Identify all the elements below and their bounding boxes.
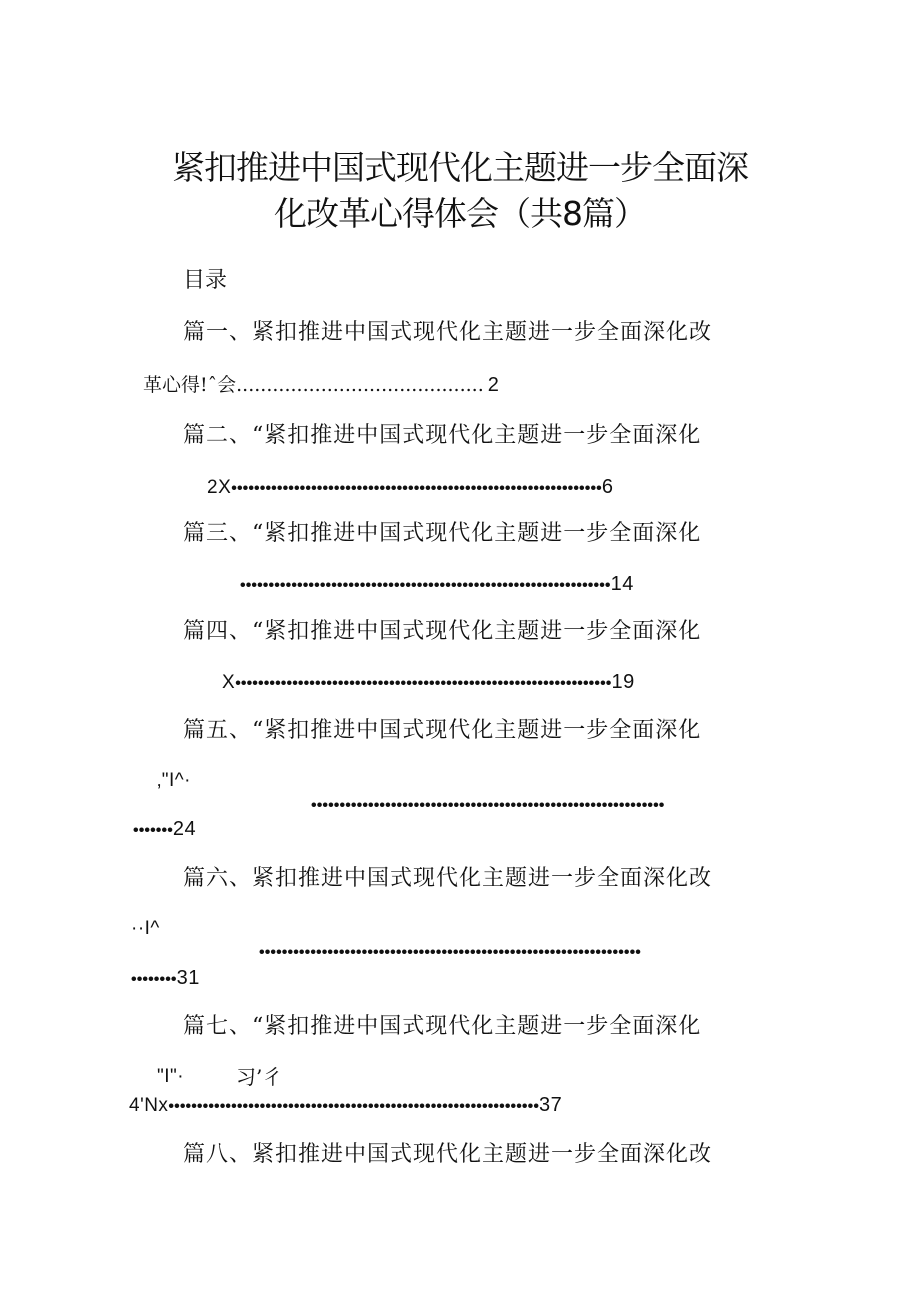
document-title-line2: 化改革心得体会（共8篇） [274,194,646,233]
toc-entry-5-page: 24 [172,818,197,840]
toc-entry-5-cont [133,814,196,846]
toc-entry-5-title: 篇五、“紧扣推进中国式现代化主题进一步全面深化 [183,718,702,743]
toc-heading: 目录 [183,268,228,293]
toc-entry-2-title: 篇二、“紧扣推进中国式现代化主题进一步全面深化 [183,423,702,448]
toc-entry-7-page: 37 [539,1094,563,1116]
toc-entry-1-leader: 革心得!ˆ会......................................... [143,374,484,396]
toc-entry-6-leader [259,937,641,968]
toc-entry-5-leader2: ••••••• [133,822,173,839]
toc-entry-7-fragment2: 习’彳 [236,1065,283,1089]
toc-entry-5-leader-dots: •••••••••••••••••••••••••••••••••••••••••••••••••••••••••••••• [311,797,665,814]
toc-entry-6-leader-dots: ••••••••••••••••••••••••••••••••••••••••••••••••••••••••••••••••••• [259,944,642,961]
toc-entry-2-cont [207,472,613,504]
toc-entry-5-leader [311,790,665,821]
toc-entry-7-leader: ••••••••••••••••••••••••••••••••••••••••••••••••••••••••••••••••• [168,1098,540,1115]
toc-entry-1-title: 篇一、紧扣推进中国式现代化主题进一步全面深化改 [183,320,713,345]
toc-entry-1-page: 2 [487,374,499,396]
toc-entry-4-title: 篇四、“紧扣推进中国式现代化主题进一步全面深化 [183,619,702,644]
document-title-line1: 紧扣推进中国式现代化主题进一步全面深 [172,148,748,187]
toc-entry-5-fragment: ‚"I^· [157,770,191,791]
toc-entry-3-page: 14 [610,573,634,595]
toc-entry-4-prefix: X [222,672,236,693]
toc-entry-6-page: 31 [176,967,200,989]
toc-entry-2-prefix: 2X [207,477,232,498]
toc-entry-4-leader: •••••••••••••••••••••••••••••••••••••••••••••••••••••••••••••••••• [235,675,612,692]
toc-entry-4-cont [222,667,635,699]
toc-entry-7-prefix: 4'Nx [129,1095,169,1116]
toc-entry-4-page: 19 [611,671,635,693]
toc-entry-3-cont [240,569,634,601]
toc-entry-3-leader: ••••••••••••••••••••••••••••••••••••••••••••••••••••••••••••••••• [240,577,611,594]
toc-entry-6-fragment: ··I^ [131,918,160,939]
toc-entry-2-leader: ••••••••••••••••••••••••••••••••••••••••••••••••••••••••••••••••• [231,480,602,497]
toc-entry-7-fragment: "I"· [157,1066,185,1087]
toc-entry-8-title: 篇八、紧扣推进中国式现代化主题进一步全面深化改 [183,1142,713,1167]
toc-entry-7-title: 篇七、“紧扣推进中国式现代化主题进一步全面深化 [183,1014,702,1039]
toc-entry-1-cont [143,370,499,400]
toc-entry-6-leader2: •••••••• [131,971,177,988]
toc-entry-7-cont [129,1090,562,1122]
toc-entry-6-title: 篇六、紧扣推进中国式现代化主题进一步全面深化改 [183,866,713,891]
toc-entry-6-cont [131,963,200,995]
toc-entry-3-title: 篇三、“紧扣推进中国式现代化主题进一步全面深化 [183,521,702,546]
toc-entry-2-page: 6 [601,476,614,498]
